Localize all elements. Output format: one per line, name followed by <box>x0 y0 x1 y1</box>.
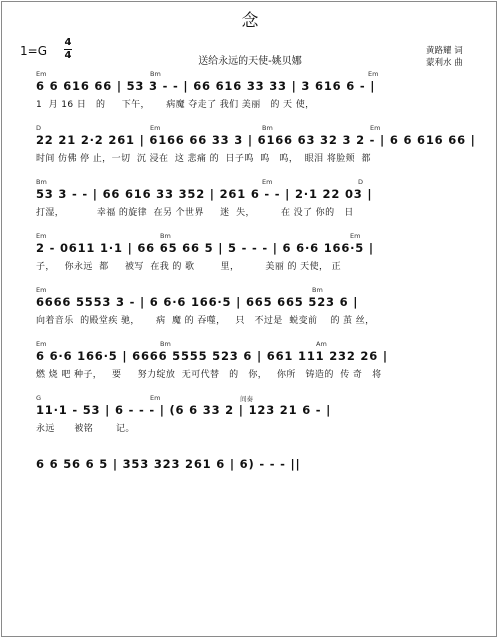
time-signature-top: 4 <box>64 37 72 48</box>
composer-credit: 蒙利水 曲 <box>426 58 463 68</box>
notation-line: 6666 5553 3 - | 6 6·6 166·5 | 665 665 523 6 | <box>36 295 359 309</box>
chord-label: Em <box>36 232 47 240</box>
notation-line: 53 3 - - | 66 616 33 352 | 261 6 - - | 2·1 22 03 | <box>36 187 373 201</box>
chord-label: Em <box>370 124 381 132</box>
notation-line: 2 - 0611 1·1 | 66 65 66 5 | 5 - - - | 6 6·6 166·5 | <box>36 241 374 255</box>
chord-label: D <box>36 124 42 132</box>
chord-label: Em <box>150 394 161 402</box>
lyric-line: 向着音乐 的殿堂疾 驰， 病 魔 的 吞噬， 只 不过是 蜕变前 的 茧 丝， <box>36 316 375 326</box>
chord-label: Bm <box>262 124 273 132</box>
chord-label: D <box>358 178 364 186</box>
score-row-4 <box>0 232 500 292</box>
score-row-3 <box>0 178 500 238</box>
score-row-7 <box>0 394 500 454</box>
chord-label: Em <box>368 70 379 78</box>
lyric-line: 子， 你永远 都 被写 在我 的 歌 里， 美丽 的 天使， 正 <box>36 262 342 272</box>
chord-label: Bm <box>36 178 47 186</box>
notation-line: 6 6·6 166·5 | 6666 5555 523 6 | 661 111 232 26 | <box>36 349 388 363</box>
chord-label: Em <box>150 124 161 132</box>
score-row-5 <box>0 286 500 346</box>
dedication-subtitle: 送给永远的天使-姚贝娜 <box>198 56 302 67</box>
chord-label: Em <box>350 232 361 240</box>
lyric-line: 燃 烧 吧 种子， 要 努力绽放 无可代替 的 你， 你所 铸造的 传 奇 将 <box>36 370 382 380</box>
chord-label: G <box>36 394 42 402</box>
chord-label: Bm <box>150 70 161 78</box>
chord-label: Em <box>262 178 273 186</box>
chord-label: Bm <box>312 286 323 294</box>
notation-line: 6 6 56 6 5 | 353 323 261 6 | 6) - - - || <box>36 457 301 471</box>
lyric-line: 永远 被铭 记。 <box>36 424 135 434</box>
notation-line: 22 21 2·2 261 | 6166 66 33 3 | 6166 63 32 3 2 - | 6 6 616 66 | <box>36 133 476 147</box>
interlude-mark: 间奏 <box>240 395 253 403</box>
chord-label: Em <box>36 70 47 78</box>
notation-line: 6 6 616 66 | 53 3 - - | 66 616 33 33 | 3 616 6 - | <box>36 79 376 93</box>
chord-label: Bm <box>160 232 171 240</box>
key-signature: 1=G <box>20 44 47 58</box>
lyric-line: 打湿， 幸福 的旋律 在另 个世界 迷 失， 在 没了 你的 日 <box>36 208 354 218</box>
lyricist-credit: 黄路耀 词 <box>426 46 463 56</box>
score-row-8 <box>0 448 500 508</box>
chord-label: Em <box>36 286 47 294</box>
lyric-line: 1 月 16 日 的 下午， 病魔 夺走了 我们 美丽 的 天 使， <box>36 100 315 110</box>
score-row-2 <box>0 124 500 184</box>
song-title: 念 <box>241 11 259 31</box>
score-row-6 <box>0 340 500 400</box>
score-row-1 <box>0 70 500 130</box>
time-signature-bottom: 4 <box>64 50 72 61</box>
chord-label: Em <box>36 340 47 348</box>
lyric-line: 时间 仿佛 停 止，一切 沉 浸在 这 悲痛 的 日子呜 呜 呜， 眼泪 将脸颊 都 <box>36 154 371 164</box>
chord-label: Am <box>316 340 327 348</box>
notation-line: 11·1 - 53 | 6 - - - | (6 6 33 2 | 123 21 6 - | <box>36 403 332 417</box>
chord-label: Bm <box>160 340 171 348</box>
